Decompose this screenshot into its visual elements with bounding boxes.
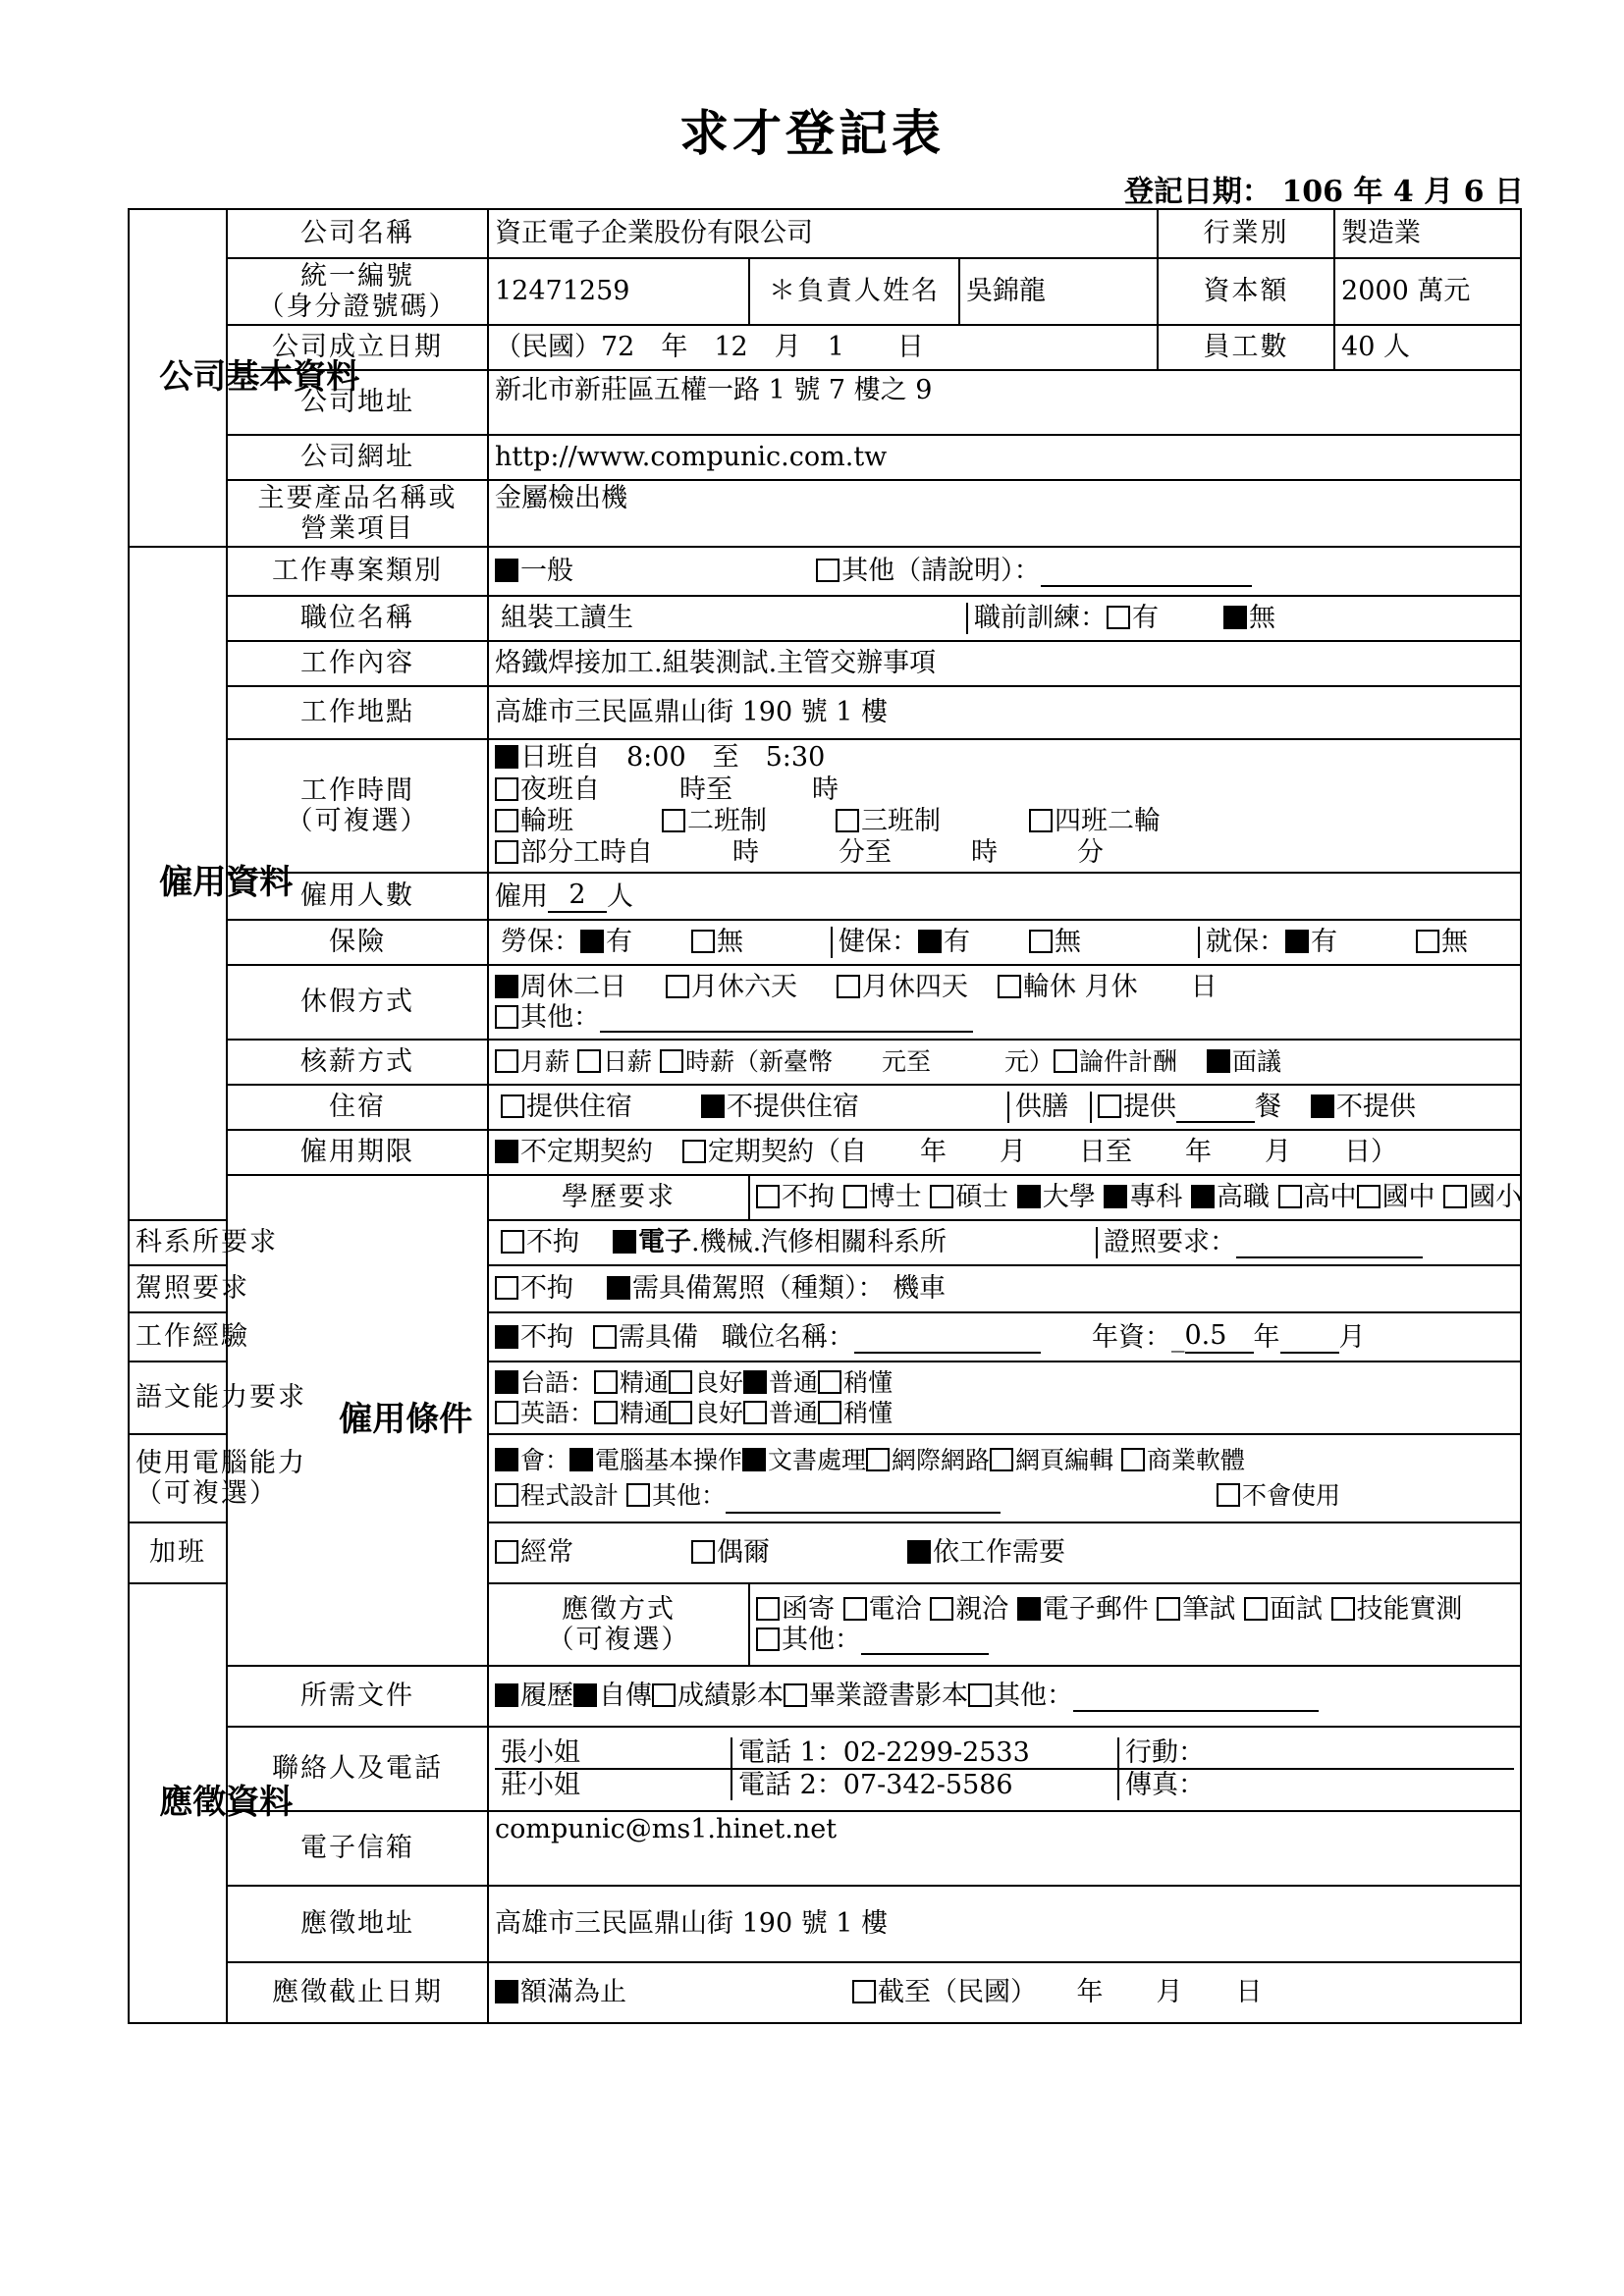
registration-date: 登記日期： 106 年 4 月 6 日: [1123, 175, 1524, 209]
job-insurance-field: 就保： 有 無: [1199, 927, 1514, 957]
doc-autobiography-checkbox[interactable]: [573, 1683, 597, 1707]
three-shift-checkbox[interactable]: [836, 809, 859, 832]
tw-fluent-checkbox[interactable]: [594, 1370, 618, 1394]
section-conditions: 僱用條件: [227, 1175, 488, 1666]
department-field: 不拘 電子.機械.汽修相關科系所: [495, 1227, 1097, 1257]
leave-other-checkbox[interactable]: [495, 1005, 518, 1029]
labor-ins-no-checkbox[interactable]: [691, 930, 715, 953]
apply-address-label: 應徵地址: [227, 1886, 488, 1962]
health-ins-yes-checkbox[interactable]: [918, 930, 942, 953]
training-field: 職前訓練： 有 無: [967, 603, 1514, 633]
position-label: 職位名稱: [227, 596, 488, 641]
pay-piece-checkbox[interactable]: [1054, 1049, 1077, 1073]
experience-field: 不拘 需具備 職位名稱： 年資：_0.5 年 月: [488, 1312, 1521, 1362]
method-in-person-checkbox[interactable]: [930, 1597, 953, 1621]
insurance-label: 保險: [227, 920, 488, 965]
industry-field[interactable]: 製造業: [1334, 209, 1521, 258]
case-type-label: 工作專案類別: [227, 547, 488, 596]
edu-any-checkbox[interactable]: [756, 1185, 780, 1208]
leave-two-day-checkbox[interactable]: [495, 975, 518, 998]
deadline-label: 應徵截止日期: [227, 1962, 488, 2023]
edu-college-checkbox[interactable]: [1104, 1185, 1127, 1208]
en-fluent-checkbox[interactable]: [594, 1401, 618, 1424]
owner-label: ＊負責人姓名: [749, 258, 959, 325]
lodging-yes-checkbox[interactable]: [501, 1095, 524, 1118]
contact-label: 聯絡人及電話: [227, 1727, 488, 1811]
job-ins-no-checkbox[interactable]: [1416, 930, 1439, 953]
language-label: 語文能力要求: [129, 1362, 227, 1434]
industry-label: 行業別: [1158, 209, 1334, 258]
address-field[interactable]: 新北市新莊區五權一路 1 號 7 樓之 9: [488, 370, 1521, 435]
leave-field: 周休二日 月休六天 月休四天 輪休 月休 日 其他：: [488, 965, 1521, 1040]
term-field: 不定期契約 定期契約（自 年 月 日至 年 月 日）: [488, 1130, 1521, 1175]
lodging-label: 住宿: [227, 1085, 488, 1130]
hire-count-field[interactable]: 僱用 2 人: [488, 873, 1521, 920]
pc-other-checkbox[interactable]: [626, 1483, 650, 1507]
content-field[interactable]: 烙鐵焊接加工.組裝測試.主管交辦事項: [488, 641, 1521, 686]
term-fixed-checkbox[interactable]: [682, 1140, 706, 1163]
form-title: 求才登記表: [679, 105, 945, 162]
pay-month-checkbox[interactable]: [495, 1049, 518, 1073]
case-type-field: 一般 其他（請說明）：: [488, 547, 1521, 596]
company-name-label: 公司名稱: [227, 209, 488, 258]
deadline-date-checkbox[interactable]: [852, 1980, 876, 2003]
method-skill-test-checkbox[interactable]: [1331, 1597, 1355, 1621]
products-label: 主要產品名稱或 營業項目: [227, 480, 488, 547]
company-name-field[interactable]: 資正電子企業股份有限公司: [488, 209, 1158, 258]
education-field: 不拘 博士 碩士 大學 專科 高職 高中 國中 國小: [749, 1175, 1521, 1220]
pc-doc-checkbox[interactable]: [742, 1448, 766, 1471]
pay-field: 月薪 日薪 時薪（新臺幣 元至 元） 論件計酬 面議: [488, 1040, 1521, 1085]
company-id-field[interactable]: 12471259: [488, 258, 749, 325]
dept-electronics-checkbox[interactable]: [613, 1230, 636, 1254]
pc-none-checkbox[interactable]: [1217, 1483, 1240, 1507]
rotating-shift-checkbox[interactable]: [495, 809, 518, 832]
certificate-field[interactable]: 證照要求：: [1097, 1227, 1514, 1257]
content-label: 工作內容: [227, 641, 488, 686]
leave-six-day-checkbox[interactable]: [666, 975, 689, 998]
lang-taiwanese-checkbox[interactable]: [495, 1370, 518, 1394]
edu-phd-checkbox[interactable]: [843, 1185, 867, 1208]
documents-label: 所需文件: [227, 1666, 488, 1727]
lang-english-checkbox[interactable]: [495, 1401, 518, 1424]
method-phone-checkbox[interactable]: [843, 1597, 867, 1621]
en-average-checkbox[interactable]: [743, 1401, 767, 1424]
leave-label: 休假方式: [227, 965, 488, 1040]
en-good-checkbox[interactable]: [669, 1401, 692, 1424]
contact-mobile[interactable]: 行動：: [1118, 1737, 1514, 1769]
apply-method-field: 函寄 電洽 親洽 電子郵件 筆試 面試 技能實測 其他：: [749, 1583, 1521, 1666]
two-shift-checkbox[interactable]: [662, 809, 685, 832]
case-general-checkbox[interactable]: [495, 559, 518, 582]
location-field[interactable]: 高雄市三民區鼎山街 190 號 1 樓: [488, 686, 1521, 739]
meals-label: 供膳: [1008, 1092, 1091, 1122]
job-registration-form: [128, 208, 1522, 2024]
part-time-checkbox[interactable]: [495, 840, 518, 864]
exp-any-checkbox[interactable]: [495, 1325, 518, 1349]
education-label: 學歷要求: [488, 1175, 749, 1220]
products-field[interactable]: 金屬檢出機: [488, 480, 1521, 547]
meals-no-checkbox[interactable]: [1311, 1095, 1334, 1118]
edu-highschool-checkbox[interactable]: [1278, 1185, 1302, 1208]
location-label: 工作地點: [227, 686, 488, 739]
contact-name-1[interactable]: 張小姐: [501, 1736, 580, 1768]
documents-field: 履歷 自傳 成績影本 畢業證書影本 其他：: [488, 1666, 1521, 1727]
doc-transcript-checkbox[interactable]: [652, 1683, 676, 1707]
license-label: 駕照要求: [129, 1265, 227, 1312]
dept-any-checkbox[interactable]: [501, 1230, 524, 1254]
deadline-until-full-checkbox[interactable]: [495, 1980, 518, 2003]
day-shift-checkbox[interactable]: [495, 745, 518, 769]
ot-often-checkbox[interactable]: [495, 1540, 518, 1564]
exp-need-checkbox[interactable]: [593, 1325, 617, 1349]
position-field[interactable]: 組裝工讀生: [501, 603, 633, 634]
contact-fax[interactable]: 傳真：: [1118, 1769, 1514, 1800]
term-label: 僱用期限: [227, 1130, 488, 1175]
lodging-field: 提供住宿 不提供住宿: [495, 1092, 1008, 1122]
en-basic-checkbox[interactable]: [818, 1401, 841, 1424]
job-ins-yes-checkbox[interactable]: [1285, 930, 1309, 953]
labor-insurance-field: 勞保： 有 無: [501, 927, 743, 958]
founded-label: 公司成立日期: [227, 325, 488, 370]
term-open-checkbox[interactable]: [495, 1140, 518, 1163]
method-email-checkbox[interactable]: [1017, 1597, 1041, 1621]
case-other-checkbox[interactable]: [816, 559, 839, 582]
training-yes-checkbox[interactable]: [1107, 606, 1130, 629]
lodging-no-checkbox[interactable]: [701, 1095, 725, 1118]
capital-label: 資本額: [1158, 258, 1334, 325]
doc-other-checkbox[interactable]: [968, 1683, 992, 1707]
staff-label: 員工數: [1158, 325, 1334, 370]
department-label: 科系所要求: [129, 1220, 227, 1265]
pay-day-checkbox[interactable]: [577, 1049, 601, 1073]
pay-negotiable-checkbox[interactable]: [1207, 1049, 1230, 1073]
computer-label: 使用電腦能力 （可複選）: [129, 1434, 227, 1522]
license-field: 不拘 需具備駕照（種類）： 機車: [488, 1265, 1521, 1312]
method-mail-checkbox[interactable]: [756, 1597, 780, 1621]
labor-ins-yes-checkbox[interactable]: [580, 930, 604, 953]
edu-junior-checkbox[interactable]: [1357, 1185, 1380, 1208]
section-company: 公司基本資料: [129, 209, 227, 547]
hire-count-label: 僱用人數: [227, 873, 488, 920]
owner-field[interactable]: 吳錦龍: [959, 258, 1158, 325]
deadline-field: 額滿為止 截至（民國） 年 月 日: [488, 1962, 1521, 2023]
license-any-checkbox[interactable]: [495, 1276, 518, 1300]
edu-elementary-checkbox[interactable]: [1443, 1185, 1467, 1208]
meals-yes-checkbox[interactable]: [1098, 1095, 1121, 1118]
company-id-label: 統一編號 （身分證號碼）: [227, 258, 488, 325]
night-shift-checkbox[interactable]: [495, 777, 518, 801]
contact-name-2[interactable]: 莊小姐: [495, 1769, 731, 1800]
experience-label: 工作經驗: [129, 1312, 227, 1362]
method-other-checkbox[interactable]: [756, 1628, 780, 1651]
address-label: 公司地址: [227, 370, 488, 435]
tw-basic-checkbox[interactable]: [818, 1370, 841, 1394]
section-employment: 僱用資料: [129, 547, 227, 1220]
pay-label: 核薪方式: [227, 1040, 488, 1085]
contact-phone-2[interactable]: 電話 2：07-342-5586: [731, 1769, 1118, 1800]
apply-method-label: 應徵方式 （可複選）: [488, 1583, 749, 1666]
language-field: 台語： 精通 良好 普通 稍懂 英語： 精通 良好 普通 稍懂: [488, 1362, 1521, 1434]
method-written-test-checkbox[interactable]: [1157, 1597, 1180, 1621]
health-insurance-field: 健保： 有 無: [832, 927, 1199, 957]
edu-vocational-checkbox[interactable]: [1191, 1185, 1215, 1208]
email-field[interactable]: compunic@ms1.hinet.net: [488, 1811, 1521, 1886]
overtime-label: 加班: [129, 1522, 227, 1583]
edu-master-checkbox[interactable]: [930, 1185, 953, 1208]
pc-web-checkbox[interactable]: [990, 1448, 1013, 1471]
capital-field[interactable]: 2000 萬元: [1334, 258, 1521, 325]
ot-sometimes-checkbox[interactable]: [691, 1540, 715, 1564]
contact-phone-1[interactable]: 電話 1：02-2299-2533: [731, 1737, 1118, 1769]
meals-field: 提供 餐 不提供: [1091, 1092, 1514, 1122]
ot-as-needed-checkbox[interactable]: [907, 1540, 931, 1564]
tw-average-checkbox[interactable]: [743, 1370, 767, 1394]
website-label: 公司網址: [227, 435, 488, 480]
hours-field: 日班自 8:00 至 5:30 夜班自 時至 時 輪班 二班制 三班制 四班二輪 部分工時自 時 分至 時 分: [488, 739, 1521, 873]
staff-field[interactable]: 40 人: [1334, 325, 1521, 370]
license-need-checkbox[interactable]: [607, 1276, 630, 1300]
hours-label: 工作時間 （可複選）: [227, 739, 488, 873]
email-label: 電子信箱: [227, 1811, 488, 1886]
section-application: 應徵資料: [129, 1583, 227, 2023]
leave-rotate-checkbox[interactable]: [998, 975, 1021, 998]
apply-address-field[interactable]: 高雄市三民區鼎山街 190 號 1 樓: [488, 1886, 1521, 1962]
edu-university-checkbox[interactable]: [1017, 1185, 1041, 1208]
website-field[interactable]: http://www.compunic.com.tw: [488, 435, 1521, 480]
doc-resume-checkbox[interactable]: [495, 1683, 518, 1707]
pay-hour-checkbox[interactable]: [660, 1049, 683, 1073]
leave-four-day-checkbox[interactable]: [837, 975, 860, 998]
pc-can-checkbox[interactable]: [495, 1448, 518, 1471]
pc-prog-checkbox[interactable]: [495, 1483, 518, 1507]
founded-field[interactable]: （民國）72 年 12 月 1 日: [488, 325, 1158, 370]
tw-good-checkbox[interactable]: [669, 1370, 692, 1394]
computer-field: 會： 電腦基本操作 文書處理 網際網路 網頁編輯 商業軟體 程式設計 其他： 不會使用: [488, 1434, 1521, 1522]
four-shift-checkbox[interactable]: [1029, 809, 1053, 832]
doc-diploma-checkbox[interactable]: [784, 1683, 807, 1707]
training-no-checkbox[interactable]: [1223, 606, 1247, 629]
pc-biz-checkbox[interactable]: [1121, 1448, 1145, 1471]
overtime-field: 經常 偶爾 依工作需要: [488, 1522, 1521, 1583]
health-ins-no-checkbox[interactable]: [1029, 930, 1053, 953]
pc-basic-checkbox[interactable]: [569, 1448, 593, 1471]
pc-net-checkbox[interactable]: [866, 1448, 890, 1471]
method-interview-checkbox[interactable]: [1244, 1597, 1268, 1621]
